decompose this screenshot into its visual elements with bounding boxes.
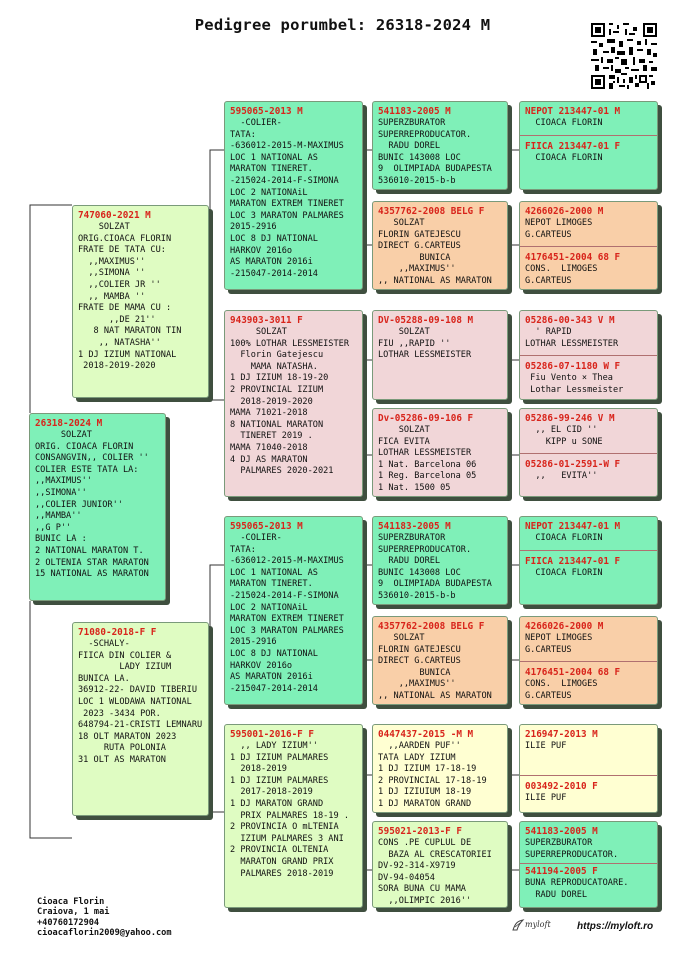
ring-number: 26318-2024 M <box>35 418 103 429</box>
owner-phone: +40760172904 <box>37 917 100 928</box>
dam-dam-card[interactable] <box>224 724 363 908</box>
pigeon-notes: -COLIER- TATA: -636012-2015-M-MAXIMUS LOC 1 NATIONAL AS MARATON TINERET. -215024-2014-F-SIMONA LOC 2 NATIONAiL MARATON EXTREM TINERET LOC 3 MARATON PALMARES 2015-2916 LOC 8 DJ NATIONAL HARKOV 2016o AS MARATON 2016i -215047-2014-2014 <box>230 533 344 694</box>
ring-number: FIICA 213447-01 F <box>525 140 621 152</box>
pigeon-notes: CIOACA FLORIN <box>525 118 603 128</box>
pigeon-notes: ILIE PUF <box>525 792 567 803</box>
gen3-card-5[interactable] <box>372 516 508 605</box>
ring-number: 747060-2021 M <box>78 210 151 221</box>
ring-number: 4176451-2004 68 F <box>525 667 621 679</box>
subject-pigeon-card[interactable] <box>29 413 166 601</box>
pigeon-notes: SUPERZBURATOR SUPERREPRODUCATOR. RADU DOREL BUNIC 143008 LOC 9 OLIMPIADA BUDAPESTA 536010-2015-b-b <box>378 118 492 186</box>
pigeon-notes: ,, EL CID '' KIPP u SONE <box>535 425 603 447</box>
ring-number: 4357762-2008 BELG F <box>378 206 485 217</box>
gen4-pair-card-4[interactable] <box>519 408 658 497</box>
pigeon-notes: SUPERZBURATOR SUPERREPRODUCATOR. <box>525 838 619 860</box>
pigeon-notes: ,, EVITA'' <box>525 471 598 482</box>
page-title: Pedigree porumbel: 26318-2024 M <box>194 16 491 34</box>
pair-divider <box>520 661 657 662</box>
pigeon-notes: SOLZAT ORIG.CIOACA FLORIN FRATE DE TATA CU: ,,MAXIMUS'' ,,SIMONA '' ,,COLIER JR '' ,, MAMBA '' FRATE DE MAMA CU : ,,DE 21'' 8 NAT MARATON TIN ,, NATASHA'' 1 DJ IZIUM NATIONAL 2018-2019-2020 <box>78 222 182 372</box>
pigeon-notes: -COLIER- TATA: -636012-2015-M-MAXIMUS LOC 1 NATIONAL AS MARATON TINERET. -215024-2014-F-SIMONA LOC 2 NATIONAiL MARATON EXTREM TINERET LOC 3 MARATON PALMARES 2015-2916 LOC 8 DJ NATIONAL HARKOV 2016o AS MARATON 2016i -215047-2014-2014 <box>230 118 344 279</box>
gen3-card-2[interactable] <box>372 201 508 290</box>
pigeon-notes: SOLZAT ORIG. CIOACA FLORIN CONSANGVIN,, COLIER '' COLIER ESTE TATA LA: ,,MAXIMUS'' ,,SIMONA'' ,,COLIER JUNIOR'' ,,MAMBA'' ,,G P'' BUNIC LA : 2 NATIONAL MARATON T. 2 OLTENIA STAR MARATON 15 NATIONAL AS MARATON <box>35 430 149 580</box>
pigeon-notes: Fiu Vento × Thea Lothar Lessmeister <box>530 373 624 395</box>
owner-email[interactable]: cioacaflorin2009@yahoo.com <box>37 928 172 939</box>
pair-divider <box>520 453 657 454</box>
pair-divider <box>520 355 657 356</box>
pigeon-notes: NEPOT LIMOGES G.CARTEUS <box>525 218 593 240</box>
pair-divider <box>520 863 657 864</box>
sire-sire-card[interactable] <box>224 101 363 290</box>
gen4-pair-card-3[interactable] <box>519 310 658 400</box>
ring-number: FIICA 213447-01 F <box>525 555 621 567</box>
pigeon-notes: CONS. LIMOGES G.CARTEUS <box>525 264 598 286</box>
ring-number: NEPOT 213447-01 M <box>525 521 621 532</box>
pair-divider <box>520 135 657 136</box>
ring-number: 003492-2010 F <box>525 780 598 792</box>
ring-number: 05286-00-343 V M <box>525 315 615 326</box>
gen4-pair-card-2[interactable] <box>519 201 658 290</box>
ring-number: 4357762-2008 BELG F <box>378 621 485 632</box>
pigeon-notes: SOLZAT FLORIN GATEJESCU DIRECT G.CARTEUS BUNICA ,,MAXIMUS'' ,, NATIONAL AS MARATON <box>378 633 492 701</box>
ring-number: 595065-2013 M <box>230 521 303 532</box>
ring-number: 4176451-2004 68 F <box>525 252 621 264</box>
dam-card[interactable] <box>72 622 209 816</box>
ring-number: NEPOT 213447-01 M <box>525 106 621 117</box>
gen3-card-7[interactable] <box>372 724 508 813</box>
myloft-logo-icon <box>511 918 551 932</box>
pigeon-notes: SUPERZBURATOR SUPERREPRODUCATOR. RADU DOREL BUNIC 143008 LOC 9 OLIMPIADA BUDAPESTA 536010-2015-b-b <box>378 533 492 601</box>
ring-number: 541183-2005 M <box>378 106 451 117</box>
ring-number: 05286-99-246 V M <box>525 413 615 424</box>
ring-number: 595021-2013-F F <box>378 826 462 837</box>
sire-card[interactable] <box>72 205 209 398</box>
ring-number: 595001-2016-F F <box>230 729 314 740</box>
gen3-card-6[interactable] <box>372 616 508 705</box>
sire-dam-card[interactable] <box>224 310 363 497</box>
ring-number: 71080-2018-F F <box>78 627 157 638</box>
dam-sire-card[interactable] <box>224 516 363 705</box>
pigeon-notes: CONS .PE CUPLUL DE BAZA AL CRESCATORIEI DV-92-314-X9719 DV-94-04054 SORA BUNA CU MAMA ,,OLIMPIC 2016'' <box>378 838 492 906</box>
ring-number: 541194-2005 F <box>525 866 598 878</box>
pigeon-notes: BUNA REPRODUCATOARE. RADU DOREL <box>525 878 629 900</box>
ring-number: 05286-07-1180 W F <box>525 361 621 373</box>
pigeon-notes: ,, LADY IZIUM'' 1 DJ IZIUM PALMARES 2018-2019 1 DJ IZIUM PALMARES 2017-2018-2019 1 DJ MARATON GRAND PRIX PALMARES 18-19 . 2 PROVINCIA O mLTENIA IZIUM PALMARES 3 ANI 2 PROVINCIA OLTENIA MARATON GRAND PRIX PALMARES 2018-2019 <box>230 741 349 879</box>
pair-divider <box>520 246 657 247</box>
owner-name: Cioaca Florin <box>37 897 105 907</box>
ring-number: DV-05288-09-108 M <box>378 315 474 326</box>
pigeon-notes: SOLZAT FIU ,,RAPID '' LOTHAR LESSMEISTER <box>378 327 472 361</box>
ring-number: 595065-2013 M <box>230 106 303 117</box>
pigeon-notes: SOLZAT FLORIN GATEJESCU DIRECT G.CARTEUS BUNICA ,,MAXIMUS'' ,, NATIONAL AS MARATON <box>378 218 492 286</box>
ring-number: 541183-2005 M <box>525 826 598 837</box>
gen3-card-4[interactable] <box>372 408 508 497</box>
gen3-card-8[interactable] <box>372 821 508 908</box>
pigeon-notes: CIOACA FLORIN <box>525 533 603 543</box>
pigeon-notes: NEPOT LIMOGES G.CARTEUS <box>525 633 593 655</box>
brand-logo-text: myloft <box>525 920 551 929</box>
pair-divider <box>520 550 657 551</box>
gen4-pair-card-8[interactable] <box>519 821 658 908</box>
ring-number: Dv-05286-09-106 F <box>378 413 474 424</box>
pigeon-notes: SOLZAT FICA EVITA LOTHAR LESSMEISTER 1 Nat. Barcelona 06 1 Reg. Barcelona 05 1 Nat. 1500 05 <box>378 425 477 493</box>
pigeon-notes: CIOACA FLORIN <box>525 567 603 578</box>
pigeon-notes: ' RAPID LOTHAR LESSMEISTER <box>525 327 619 349</box>
gen4-pair-card-5[interactable] <box>519 516 658 605</box>
owner-city-date: Craiova, 1 mai <box>37 907 110 918</box>
ring-number: 0447437-2015 -M M <box>378 729 474 740</box>
pigeon-notes: CIOACA FLORIN <box>525 152 603 163</box>
pair-divider <box>520 775 657 776</box>
ring-number: 216947-2013 M <box>525 729 598 740</box>
gen3-card-1[interactable] <box>372 101 508 190</box>
owner-contact <box>37 897 172 939</box>
ring-number: 541183-2005 M <box>378 521 451 532</box>
pigeon-notes: CONS. LIMOGES G.CARTEUS <box>525 679 598 701</box>
gen4-pair-card-6[interactable] <box>519 616 658 705</box>
gen4-pair-card-1[interactable] <box>519 101 658 190</box>
pigeon-notes: ILIE PUF <box>525 741 567 751</box>
pigeon-notes: SOLZAT 100% LOTHAR LESSMEISTER Florin Gatejescu MAMA NATASHA. 1 DJ IZIUM 18-19-20 2 PROVINCIAL IZIUM 2018-2019-2020 MAMA 71021-2018 8 NATIONAL MARATON TINERET 2019 . MAMA 71040-2018 4 DJ AS MARATON PALMARES 2020-2021 <box>230 327 349 477</box>
website-link[interactable]: https://myloft.ro <box>577 921 654 932</box>
pigeon-notes: -SCHALY- FIICA DIN COLIER & LADY IZIUM BUNICA LA. 36912-22- DAVID TIBERIU LOC 1 WLODAWA NATIONAL 2023 -3434 POR. 648794-21-CRISTI LEMNARU 18 OLT MARATON 2023 RUTA POLONIA 31 OLT AS MARATON <box>78 639 203 765</box>
gen3-card-3[interactable] <box>372 310 508 400</box>
ring-number: 4266026-2000 M <box>525 621 604 632</box>
gen4-pair-card-7[interactable] <box>519 724 658 813</box>
ring-number: 05286-01-2591-W F <box>525 459 621 471</box>
pigeon-notes: ,,AARDEN PUF'' TATA LADY IZIUM 1 DJ IZIUM 17-18-19 2 PROVINCIAL 17-18-19 1 DJ IZIUIUM 18-19 1 DJ MARATON GRAND <box>378 741 487 809</box>
ring-number: 4266026-2000 M <box>525 206 604 217</box>
ring-number: 943903-3011 F <box>230 315 303 326</box>
